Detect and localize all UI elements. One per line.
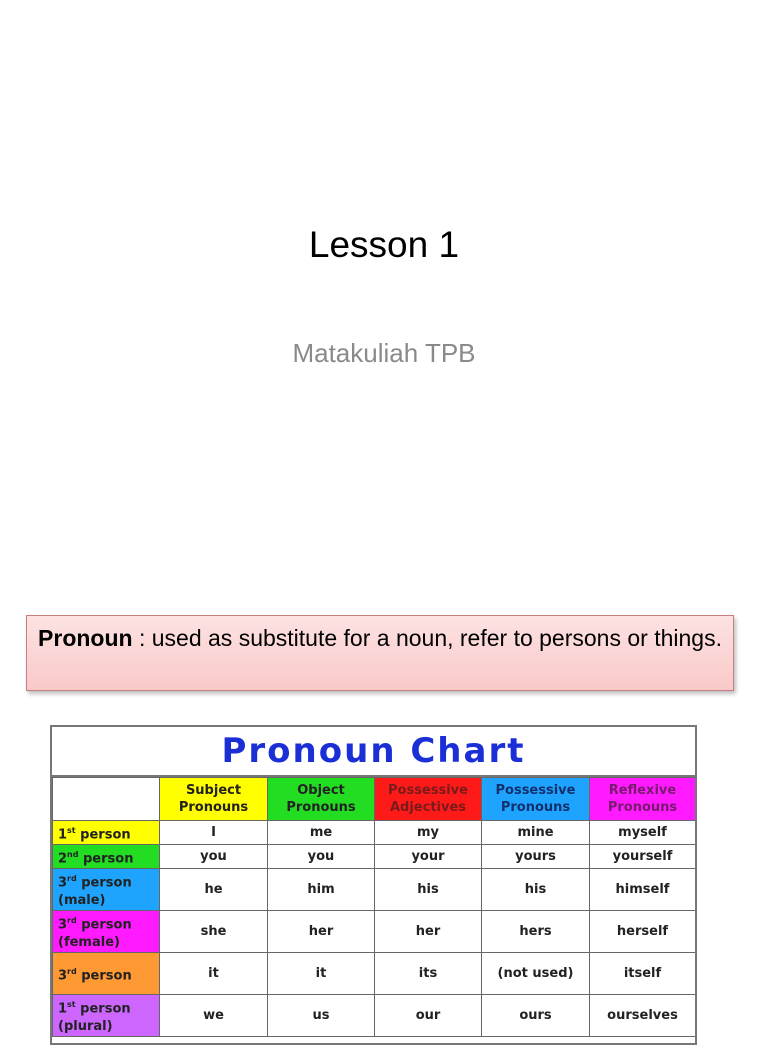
- person-number: 3: [58, 875, 68, 891]
- header-row: [53, 778, 696, 821]
- person-number: 3: [58, 917, 68, 933]
- pronoun-cell: herself: [590, 911, 696, 953]
- pronoun-cell: we: [160, 995, 268, 1037]
- person-ordinal-suffix: rd: [67, 966, 77, 976]
- pronoun-cell: its: [375, 953, 482, 995]
- pronoun-cell: you: [160, 845, 268, 869]
- table-row: [53, 845, 696, 869]
- person-label: person (plural): [58, 1001, 131, 1034]
- pronoun-cell: his: [482, 869, 590, 911]
- person-number: 1: [58, 827, 68, 843]
- person-label: person (female): [58, 917, 132, 950]
- row-header-person: [53, 995, 160, 1037]
- pronoun-cell: I: [160, 821, 268, 845]
- pronoun-cell: ours: [482, 995, 590, 1037]
- pronoun-cell: it: [160, 953, 268, 995]
- person-ordinal-suffix: rd: [67, 874, 77, 884]
- person-ordinal-suffix: rd: [67, 916, 77, 926]
- pronoun-cell: him: [268, 869, 375, 911]
- definition-box: [26, 615, 734, 691]
- definition-term: Pronoun: [38, 625, 133, 651]
- slide-title: Lesson 1: [308, 224, 460, 265]
- person-number: 1: [58, 1001, 68, 1017]
- person-ordinal-suffix: st: [67, 825, 76, 835]
- person-number: 3: [58, 968, 68, 984]
- person-label: person (male): [58, 875, 132, 908]
- person-ordinal-suffix: st: [67, 1000, 76, 1010]
- column-header: Reflexive Pronouns: [590, 778, 696, 821]
- pronoun-cell: her: [268, 911, 375, 953]
- person-label: person: [76, 968, 132, 984]
- pronoun-cell: us: [268, 995, 375, 1037]
- row-header-person: [53, 911, 160, 953]
- pronoun-cell: hers: [482, 911, 590, 953]
- table-row: [53, 821, 696, 845]
- pronoun-cell: myself: [590, 821, 696, 845]
- pronoun-cell: mine: [482, 821, 590, 845]
- table-row: [53, 869, 696, 911]
- pronoun-cell: ourselves: [590, 995, 696, 1037]
- definition-text: : used as substitute for a noun, refer to persons or things.: [132, 625, 722, 651]
- pronoun-cell: he: [160, 869, 268, 911]
- pronoun-cell: his: [375, 869, 482, 911]
- column-header: Object Pronouns: [268, 778, 375, 821]
- person-ordinal-suffix: nd: [67, 849, 79, 859]
- pronoun-cell: itself: [590, 953, 696, 995]
- pronoun-cell: yourself: [590, 845, 696, 869]
- row-header-person: [53, 821, 160, 845]
- pronoun-cell: my: [375, 821, 482, 845]
- pronoun-cell: you: [268, 845, 375, 869]
- pronoun-cell: himself: [590, 869, 696, 911]
- pronoun-cell: our: [375, 995, 482, 1037]
- pronoun-chart: [50, 725, 697, 1045]
- slide-subtitle: Matakuliah TPB: [292, 338, 476, 368]
- table-row: [53, 953, 696, 995]
- pronoun-cell: your: [375, 845, 482, 869]
- column-header: Possessive Adjectives: [375, 778, 482, 821]
- table-row: [53, 911, 696, 953]
- pronoun-cell: me: [268, 821, 375, 845]
- pronoun-cell: her: [375, 911, 482, 953]
- table-row: [53, 995, 696, 1037]
- person-number: 2: [58, 851, 68, 867]
- column-header: Subject Pronouns: [160, 778, 268, 821]
- pronoun-cell: yours: [482, 845, 590, 869]
- pronoun-cell: she: [160, 911, 268, 953]
- row-header-person: [53, 845, 160, 869]
- pronoun-cell: it: [268, 953, 375, 995]
- person-label: person: [75, 827, 131, 843]
- row-header-person: [53, 869, 160, 911]
- chart-title: Pronoun Chart: [52, 727, 695, 777]
- column-header: Possessive Pronouns: [482, 778, 590, 821]
- pronoun-table: [52, 777, 696, 1037]
- row-header-person: [53, 953, 160, 995]
- person-label: person: [78, 851, 134, 867]
- pronoun-cell: (not used): [482, 953, 590, 995]
- column-header: [53, 778, 160, 821]
